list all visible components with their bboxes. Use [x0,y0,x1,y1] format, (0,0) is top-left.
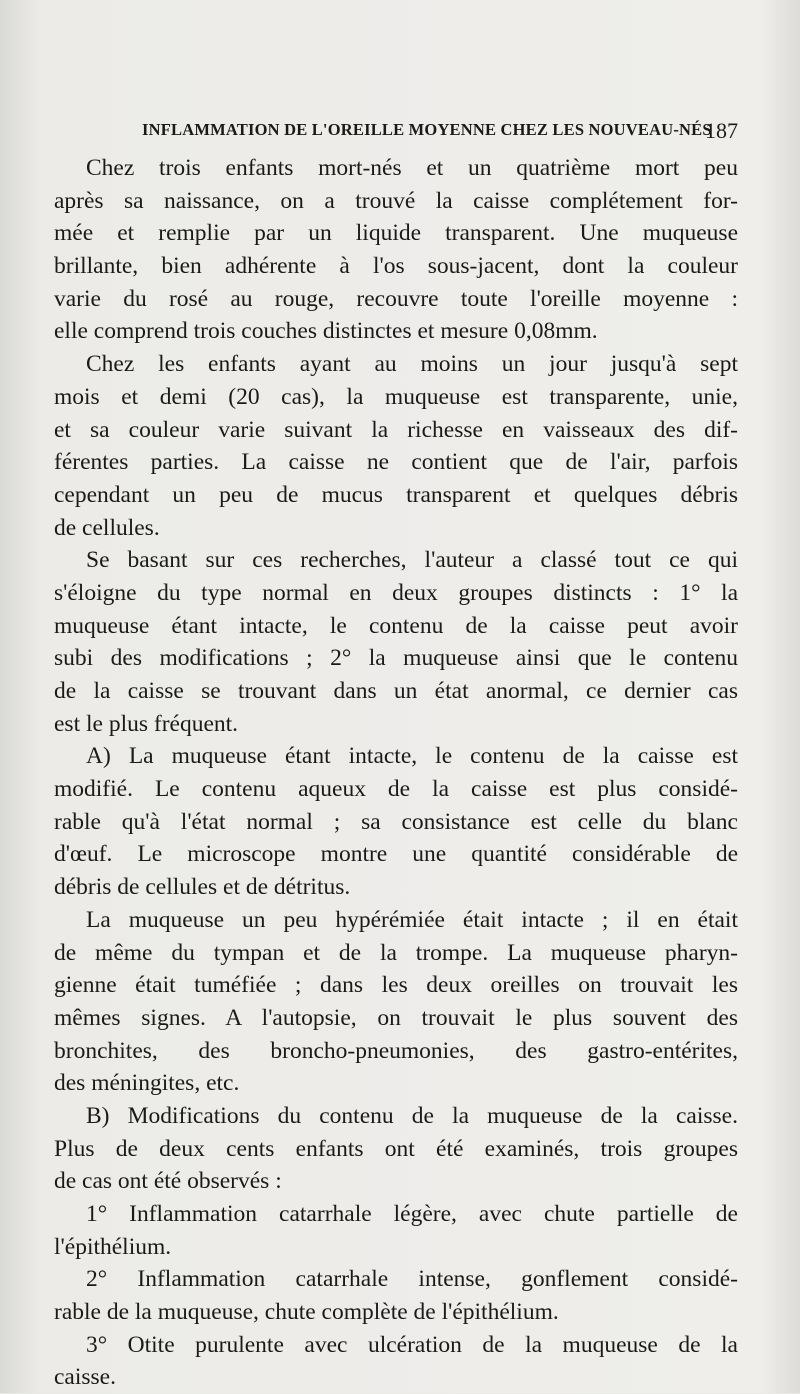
text-line: de même du tympan et de la trompe. La muqueuse pharyn- [54,939,738,966]
text-line: La muqueuse un peu hypérémiée était intacte ; il en était [86,906,738,933]
text-line: Chez les enfants ayant au moins un jour jusqu'à sept [86,351,738,378]
paragraph [54,152,738,348]
text-line: B) Modifications du contenu de la muqueuse de la caisse. [86,1102,738,1129]
text-line: elle comprend trois couches distinctes et mesure 0,08mm. [54,318,598,345]
paragraph [54,1329,738,1394]
page-header [142,118,738,144]
text-line: muqueuse étant intacte, le contenu de la caisse peut avoir [54,612,738,639]
text-line: des méningites, etc. [54,1070,240,1097]
text-line: mée et remplie par un liquide transparent. Une muqueuse [54,220,738,247]
text-line: 2° Inflammation catarrhale intense, gonflement considé- [86,1266,738,1293]
text-line: A) La muqueuse étant intacte, le contenu de la caisse est [86,743,738,770]
text-line: gienne était tuméfiée ; dans les deux oreilles on trouvait les [54,972,738,999]
text-line: de la caisse se trouvant dans un état anormal, ce dernier cas [54,678,738,704]
text-line: mois et demi (20 cas), la muqueuse est transparente, unie, [54,383,738,410]
text-line: 1° Inflammation catarrhale légère, avec chute partielle de [86,1201,738,1227]
text-line: et sa couleur varie suivant la richesse en vaisseaux des dif- [54,416,738,443]
text-line: de cas ont été observés : [54,1168,282,1195]
text-line: rable qu'à l'état normal ; sa consistance est celle du blanc [54,808,738,835]
text-line: est le plus fréquent. [54,710,239,737]
text-line: férentes parties. La caisse ne contient que de l'air, parfois [54,449,738,476]
text-line: caisse. [54,1364,116,1391]
text-line: débris de cellules et de détritus. [54,874,351,901]
paragraph [54,1263,738,1328]
text-line: varie du rosé au rouge, recouvre toute l'oreille moyenne : [54,285,738,312]
body-text [54,152,738,1394]
paragraph [54,348,738,544]
text-line: 3° Otite purulente avec ulcération de la muqueuse de la [86,1331,738,1358]
paragraph [54,1198,738,1263]
text-line: de cellules. [54,514,160,541]
paragraph [54,544,738,740]
page-number: 187 [705,118,738,143]
text-line: Se basant sur ces recherches, l'auteur a classé tout ce qui [86,547,738,574]
text-line: rable de la muqueuse, chute complète de l'épithélium. [54,1299,559,1326]
paragraph [54,740,738,903]
running-title: INFLAMMATION DE L'OREILLE MOYENNE CHEZ LES NOUVEAU-NÉS [142,120,712,139]
text-line: Plus de deux cents enfants ont été examinés, trois groupes [54,1135,738,1162]
paragraph [54,904,738,1100]
text-line: mêmes signes. A l'autopsie, on trouvait le plus souvent des [54,1004,738,1031]
text-line: bronchites, des broncho-pneumonies, des gastro-entérites, [54,1037,738,1064]
text-line: Chez trois enfants mort-nés et un quatrième mort peu [86,155,738,181]
paragraph [54,1100,738,1198]
text-line: d'œuf. Le microscope montre une quantité considérable de [54,841,738,868]
text-line: s'éloigne du type normal en deux groupes distincts : 1° la [54,579,738,606]
text-line: cependant un peu de mucus transparent et quelques débris [54,481,738,508]
text-line: modifié. Le contenu aqueux de la caisse est plus considé- [54,776,738,803]
text-line: l'épithélium. [54,1233,172,1260]
text-line: brillante, bien adhérente à l'os sous-jacent, dont la couleur [54,253,738,280]
text-line: après sa naissance, on a trouvé la caisse complétement for- [54,187,738,214]
text-line: subi des modifications ; 2° la muqueuse ainsi que le contenu [54,645,738,672]
